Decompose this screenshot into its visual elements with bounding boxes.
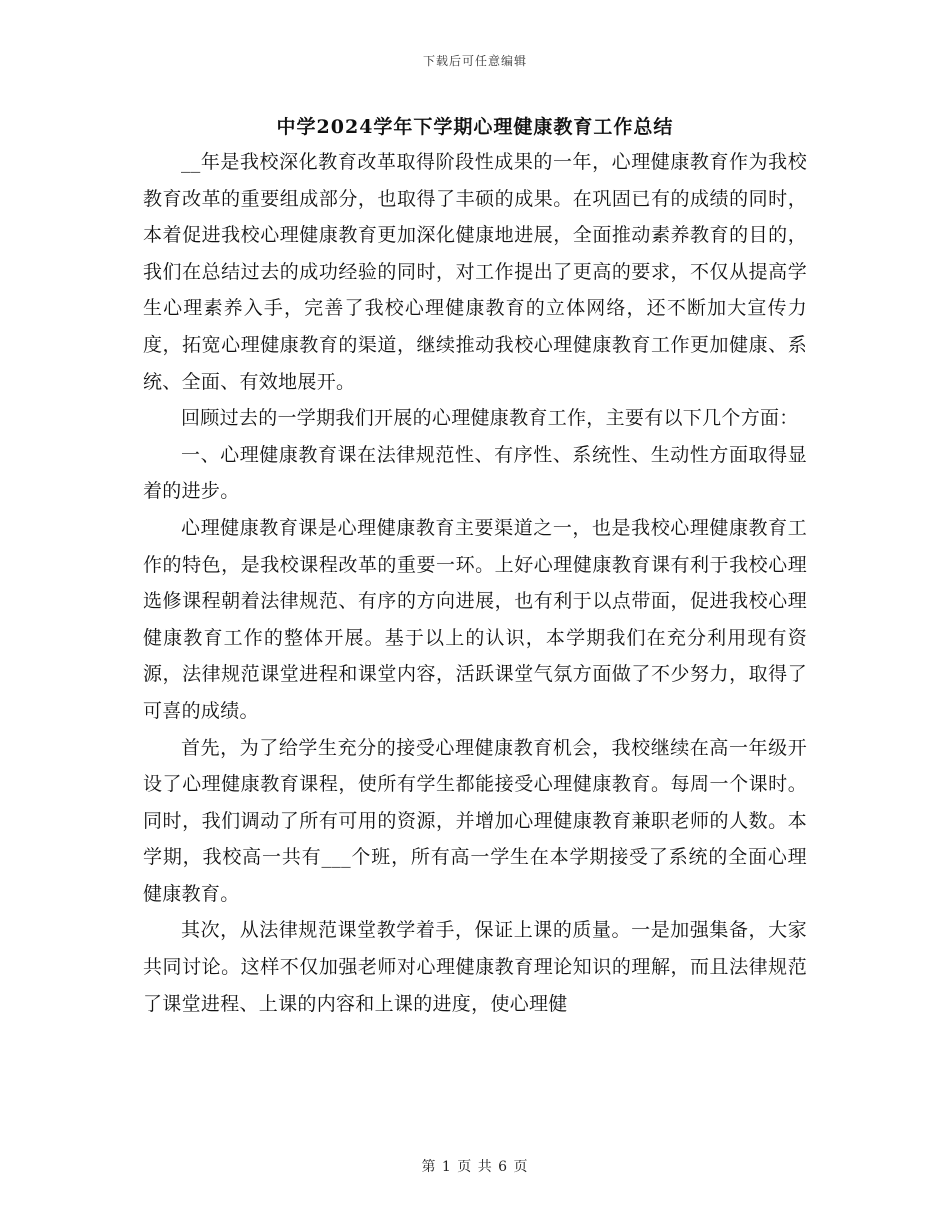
paragraph-firstly: 首先，为了给学生充分的接受心理健康教育机会，我校继续在高一年级开设了心理健康教育课程，使所有学生都能接受心理健康教育。每周一个课时。同时，我们调动了所有可用的资源，并增加心理健康教育兼职老师的人数。本学期，我校高一共有___个班，所有高一学生在本学期接受了系统的全面心理健康教育。	[143, 736, 807, 905]
document-body	[143, 144, 807, 1022]
page-number-footer: 第 1 页 共 6 页	[421, 1159, 529, 1175]
header-note: 下载后可任意编辑	[422, 54, 527, 68]
paragraph-intro: __年是我校深化教育改革取得阶段性成果的一年，心理健康教育作为我校教育改革的重要组成部分，也取得了丰硕的成果。在巩固已有的成绩的同时，本着促进我校心理健康教育更加深化健康地进展，全面推动素养教育的目的，我们在总结过去的成功经验的同时，对工作提出了更高的要求，不仅从提高学生心理素养入手，完善了我校心理健康教育的立体网络，还不断加大宣传力度，拓宽心理健康教育的渠道，继续推动我校心理健康教育工作更加健康、系统、全面、有效地展开。	[143, 151, 807, 393]
document-title: 中学2024学年下学期心理健康教育工作总结	[276, 116, 674, 138]
paragraph-review: 回顾过去的一学期我们开展的心理健康教育工作，主要有以下几个方面：	[181, 407, 799, 430]
paragraph-section-one-heading: 一、心理健康教育课在法律规范性、有序性、系统性、生动性方面取得显着的进步。	[143, 443, 807, 503]
paragraph-course-overview: 心理健康教育课是心理健康教育主要渠道之一，也是我校心理健康教育工作的特色，是我校课程改革的重要一环。上好心理健康教育课有利于我校心理选修课程朝着法律规范、有序的方向进展，也有利于以点带面，促进我校心理健康教育工作的整体开展。基于以上的认识，本学期我们在充分利用现有资源，法律规范课堂进程和课堂内容，活跃课堂气氛方面做了不少努力，取得了可喜的成绩。	[143, 516, 807, 722]
paragraph-secondly: 其次，从法律规范课堂教学着手，保证上课的质量。一是加强集备，大家共同讨论。这样不仅加强老师对心理健康教育理论知识的理解，而且法律规范了课堂进程、上课的内容和上课的进度，使心理健	[143, 919, 807, 1015]
